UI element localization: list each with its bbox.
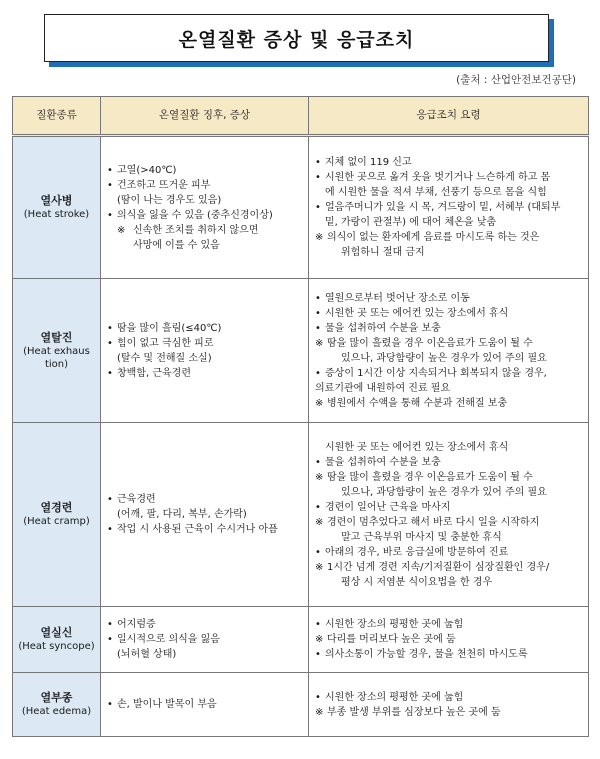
item-text: (어깨, 팔, 다리, 복부, 손가락) [117, 509, 247, 520]
list-item [315, 530, 584, 545]
note-mark-icon: ※ [315, 471, 324, 483]
item-text: 땀을 많이 흘렸을 경우 이온음료가 도움이 될 수 [327, 471, 533, 483]
list-item [315, 647, 584, 662]
item-text: 아래의 경우, 바로 응급실에 방문하여 진료 [325, 546, 509, 558]
list-item [315, 381, 584, 396]
item-text: (탈수 및 전해질 소실) [117, 352, 212, 364]
list-item [315, 632, 584, 647]
list-item [107, 178, 304, 193]
item-text: 있으나, 과당함량이 높은 경우가 있어 주의 필요 [341, 352, 547, 364]
item-text: 시원한 곳 또는 에어컨 있는 장소에서 휴식 [325, 307, 509, 319]
list-item [315, 170, 584, 185]
disease-name-en: (Heat syncope) [18, 641, 95, 652]
item-text: 땀을 많이 흘렸을 경우 이온음료가 도움이 될 수 [327, 337, 533, 349]
disease-name-ko: 열부종 [40, 691, 73, 704]
item-text: (뇌허혈 상태) [117, 649, 177, 660]
list-item [315, 515, 584, 530]
list-item [315, 245, 584, 260]
item-text: 땀을 많이 흘림(≤40℃) [117, 322, 222, 334]
item-text: 병원에서 수액을 통해 수분과 전해질 보충 [327, 397, 508, 409]
note-mark-icon: ※ [315, 337, 324, 349]
disease-name-ko: 열사병 [40, 194, 73, 207]
list-item [315, 705, 584, 720]
title-box [44, 14, 549, 62]
list-item [107, 697, 304, 712]
table-row [13, 136, 589, 279]
item-text: 있으나, 과당함량이 높은 경우가 있어 주의 필요 [341, 486, 547, 498]
list-item [315, 366, 584, 381]
item-text: 다리를 머리보다 높은 곳에 둠 [327, 634, 456, 645]
list-item [107, 208, 304, 223]
list-item [315, 500, 584, 515]
list-item [315, 155, 584, 170]
symptoms-cell [101, 423, 309, 607]
list-item [315, 200, 584, 215]
item-list [107, 321, 304, 381]
note-mark-icon: ※ [315, 634, 324, 645]
list-item [315, 690, 584, 705]
item-text: 부종 발생 부위를 심장보다 높은 곳에 둠 [327, 706, 501, 718]
disease-name-en: (Heat stroke) [23, 209, 90, 220]
symptoms-cell [101, 607, 309, 673]
disease-cell [13, 423, 101, 607]
item-text: (땀이 나는 경우도 있음) [117, 194, 222, 206]
disease-name-en: (Heat exhaus tion) [23, 345, 90, 370]
first-aid-cell [309, 279, 589, 423]
item-text: 위험하니 절대 금지 [341, 247, 425, 258]
item-text: 에 시원한 물을 적셔 부채, 선풍기 등으로 몸을 식힘 [325, 187, 547, 198]
disease-name-ko: 열실신 [40, 626, 73, 639]
disease-cell [13, 136, 101, 279]
list-item [107, 632, 304, 647]
list-item [107, 223, 304, 238]
disease-name-ko: 열탈진 [40, 330, 73, 344]
item-list [107, 492, 304, 537]
item-text: 건조하고 뜨거운 피부 [117, 179, 211, 191]
disease-cell [13, 607, 101, 673]
item-text: 의식이 없는 환자에게 음료를 마시도록 하는 것은 [327, 232, 540, 243]
list-item [107, 492, 304, 507]
list-item [315, 575, 584, 590]
symptoms-cell [101, 279, 309, 423]
first-aid-cell [309, 423, 589, 607]
first-aid-cell [309, 607, 589, 673]
note-mark-icon: ※ [315, 516, 324, 528]
list-item [315, 336, 584, 351]
item-list [315, 155, 584, 260]
item-text: 힘이 없고 극심한 피로 [117, 337, 214, 349]
item-text: 신속한 조치를 취하지 않으면 [133, 224, 259, 236]
list-item [107, 321, 304, 336]
item-text: 증상이 1시간 이상 지속되거나 회복되지 않을 경우, [325, 367, 547, 379]
item-list [315, 690, 584, 720]
list-item [315, 617, 584, 632]
item-text: 경련이 멈추었다고 해서 바로 다시 일을 시작하지 [327, 516, 540, 528]
list-item [107, 647, 304, 662]
list-item [315, 545, 584, 560]
list-item [315, 455, 584, 470]
list-item [107, 522, 304, 537]
note-mark-icon: ※ [315, 232, 324, 243]
item-list [107, 163, 304, 253]
item-text: 시원한 장소의 평평한 곳에 눕힘 [325, 619, 464, 630]
list-item [315, 560, 584, 575]
note-mark-icon: ※ [117, 224, 126, 236]
item-list [107, 617, 304, 662]
disease-cell [13, 673, 101, 737]
item-text: 고열(>40℃) [117, 164, 177, 176]
list-item [107, 336, 304, 351]
list-item [107, 193, 304, 208]
item-text: 작업 시 사용된 근육이 수시거나 아픔 [117, 524, 278, 535]
item-text: 1시간 넘게 경련 지속/기저질환이 심장질환인 경우/ [327, 561, 550, 573]
disease-name-ko: 열경련 [40, 501, 73, 514]
item-text: 근육경련 [117, 494, 156, 505]
symptoms-cell [101, 673, 309, 737]
item-text: 시원한 곳으로 옮겨 옷을 벗기거나 느슨하게 하고 몸 [325, 172, 551, 183]
list-item [315, 306, 584, 321]
first-aid-cell [309, 673, 589, 737]
disease-name-en: (Heat edema) [21, 706, 92, 717]
list-item [107, 617, 304, 632]
item-text: 지체 없이 119 신고 [325, 157, 412, 168]
symptoms-cell [101, 136, 309, 279]
item-text: 사망에 이를 수 있음 [133, 239, 220, 251]
list-item [315, 321, 584, 336]
list-item [107, 366, 304, 381]
item-text: 평상 시 저염분 식이요법을 한 경우 [341, 576, 493, 588]
table-row [13, 607, 589, 673]
item-list [107, 697, 304, 712]
item-list [315, 440, 584, 590]
table-row [13, 673, 589, 737]
item-text: 의료기관에 내원하여 진료 필요 [315, 382, 451, 394]
item-text: 창백함, 근육경련 [117, 367, 191, 379]
item-text: 의사소통이 가능할 경우, 물을 천천히 마시도록 [325, 649, 528, 660]
item-text: 물을 섭취하여 수분을 보충 [325, 456, 441, 468]
list-item [315, 440, 584, 455]
note-mark-icon: ※ [315, 397, 324, 409]
list-item [315, 291, 584, 306]
table-header-row [13, 97, 589, 136]
list-item [315, 215, 584, 230]
item-text: 일시적으로 의식을 잃음 [117, 634, 220, 645]
page-title: 온열질환 증상 및 응급조치 [178, 28, 415, 51]
item-list [315, 617, 584, 662]
list-item [315, 485, 584, 500]
header-first-aid: 응급조치 요령 [309, 97, 589, 136]
source-note: (출처 : 산업안전보건공단) [456, 74, 576, 86]
item-text: 시원한 장소의 평평한 곳에 눕힘 [325, 691, 464, 703]
item-text: 물을 섭취하여 수분을 보충 [325, 322, 441, 334]
list-item [107, 351, 304, 366]
item-text: 밑, 가랑이 관절부) 에 대어 체온을 낮춤 [325, 217, 497, 228]
item-text: 손, 발이나 발목이 부음 [117, 699, 217, 710]
item-text: 시원한 곳 또는 에어컨 있는 장소에서 휴식 [325, 441, 509, 453]
list-item [107, 507, 304, 522]
item-list [315, 291, 584, 411]
list-item [315, 351, 584, 366]
first-aid-cell [309, 136, 589, 279]
item-text: 경련이 일어난 근육을 마사지 [325, 501, 451, 513]
list-item [107, 238, 304, 253]
table-row [13, 423, 589, 607]
heat-illness-table [12, 96, 589, 737]
list-item [315, 396, 584, 411]
disease-cell [13, 279, 101, 423]
list-item [315, 470, 584, 485]
note-mark-icon: ※ [315, 561, 324, 573]
disease-name-en: (Heat cramp) [23, 516, 90, 527]
header-symptoms: 온열질환 징후, 증상 [101, 97, 309, 136]
item-text: 어지럼증 [117, 619, 156, 630]
item-text: 열원으로부터 벗어난 장소로 이동 [325, 292, 470, 304]
item-text: 얼음주머니가 있을 시 목, 겨드랑이 밑, 서혜부 (대퇴부 [325, 202, 561, 213]
item-text: 의식을 잃을 수 있음 (중추신경이상) [117, 209, 273, 221]
header-disease: 질환종류 [13, 97, 101, 136]
list-item [315, 230, 584, 245]
item-text: 말고 근육부위 마사지 및 충분한 휴식 [341, 531, 502, 543]
table-row [13, 279, 589, 423]
note-mark-icon: ※ [315, 706, 324, 718]
list-item [107, 163, 304, 178]
list-item [315, 185, 584, 200]
